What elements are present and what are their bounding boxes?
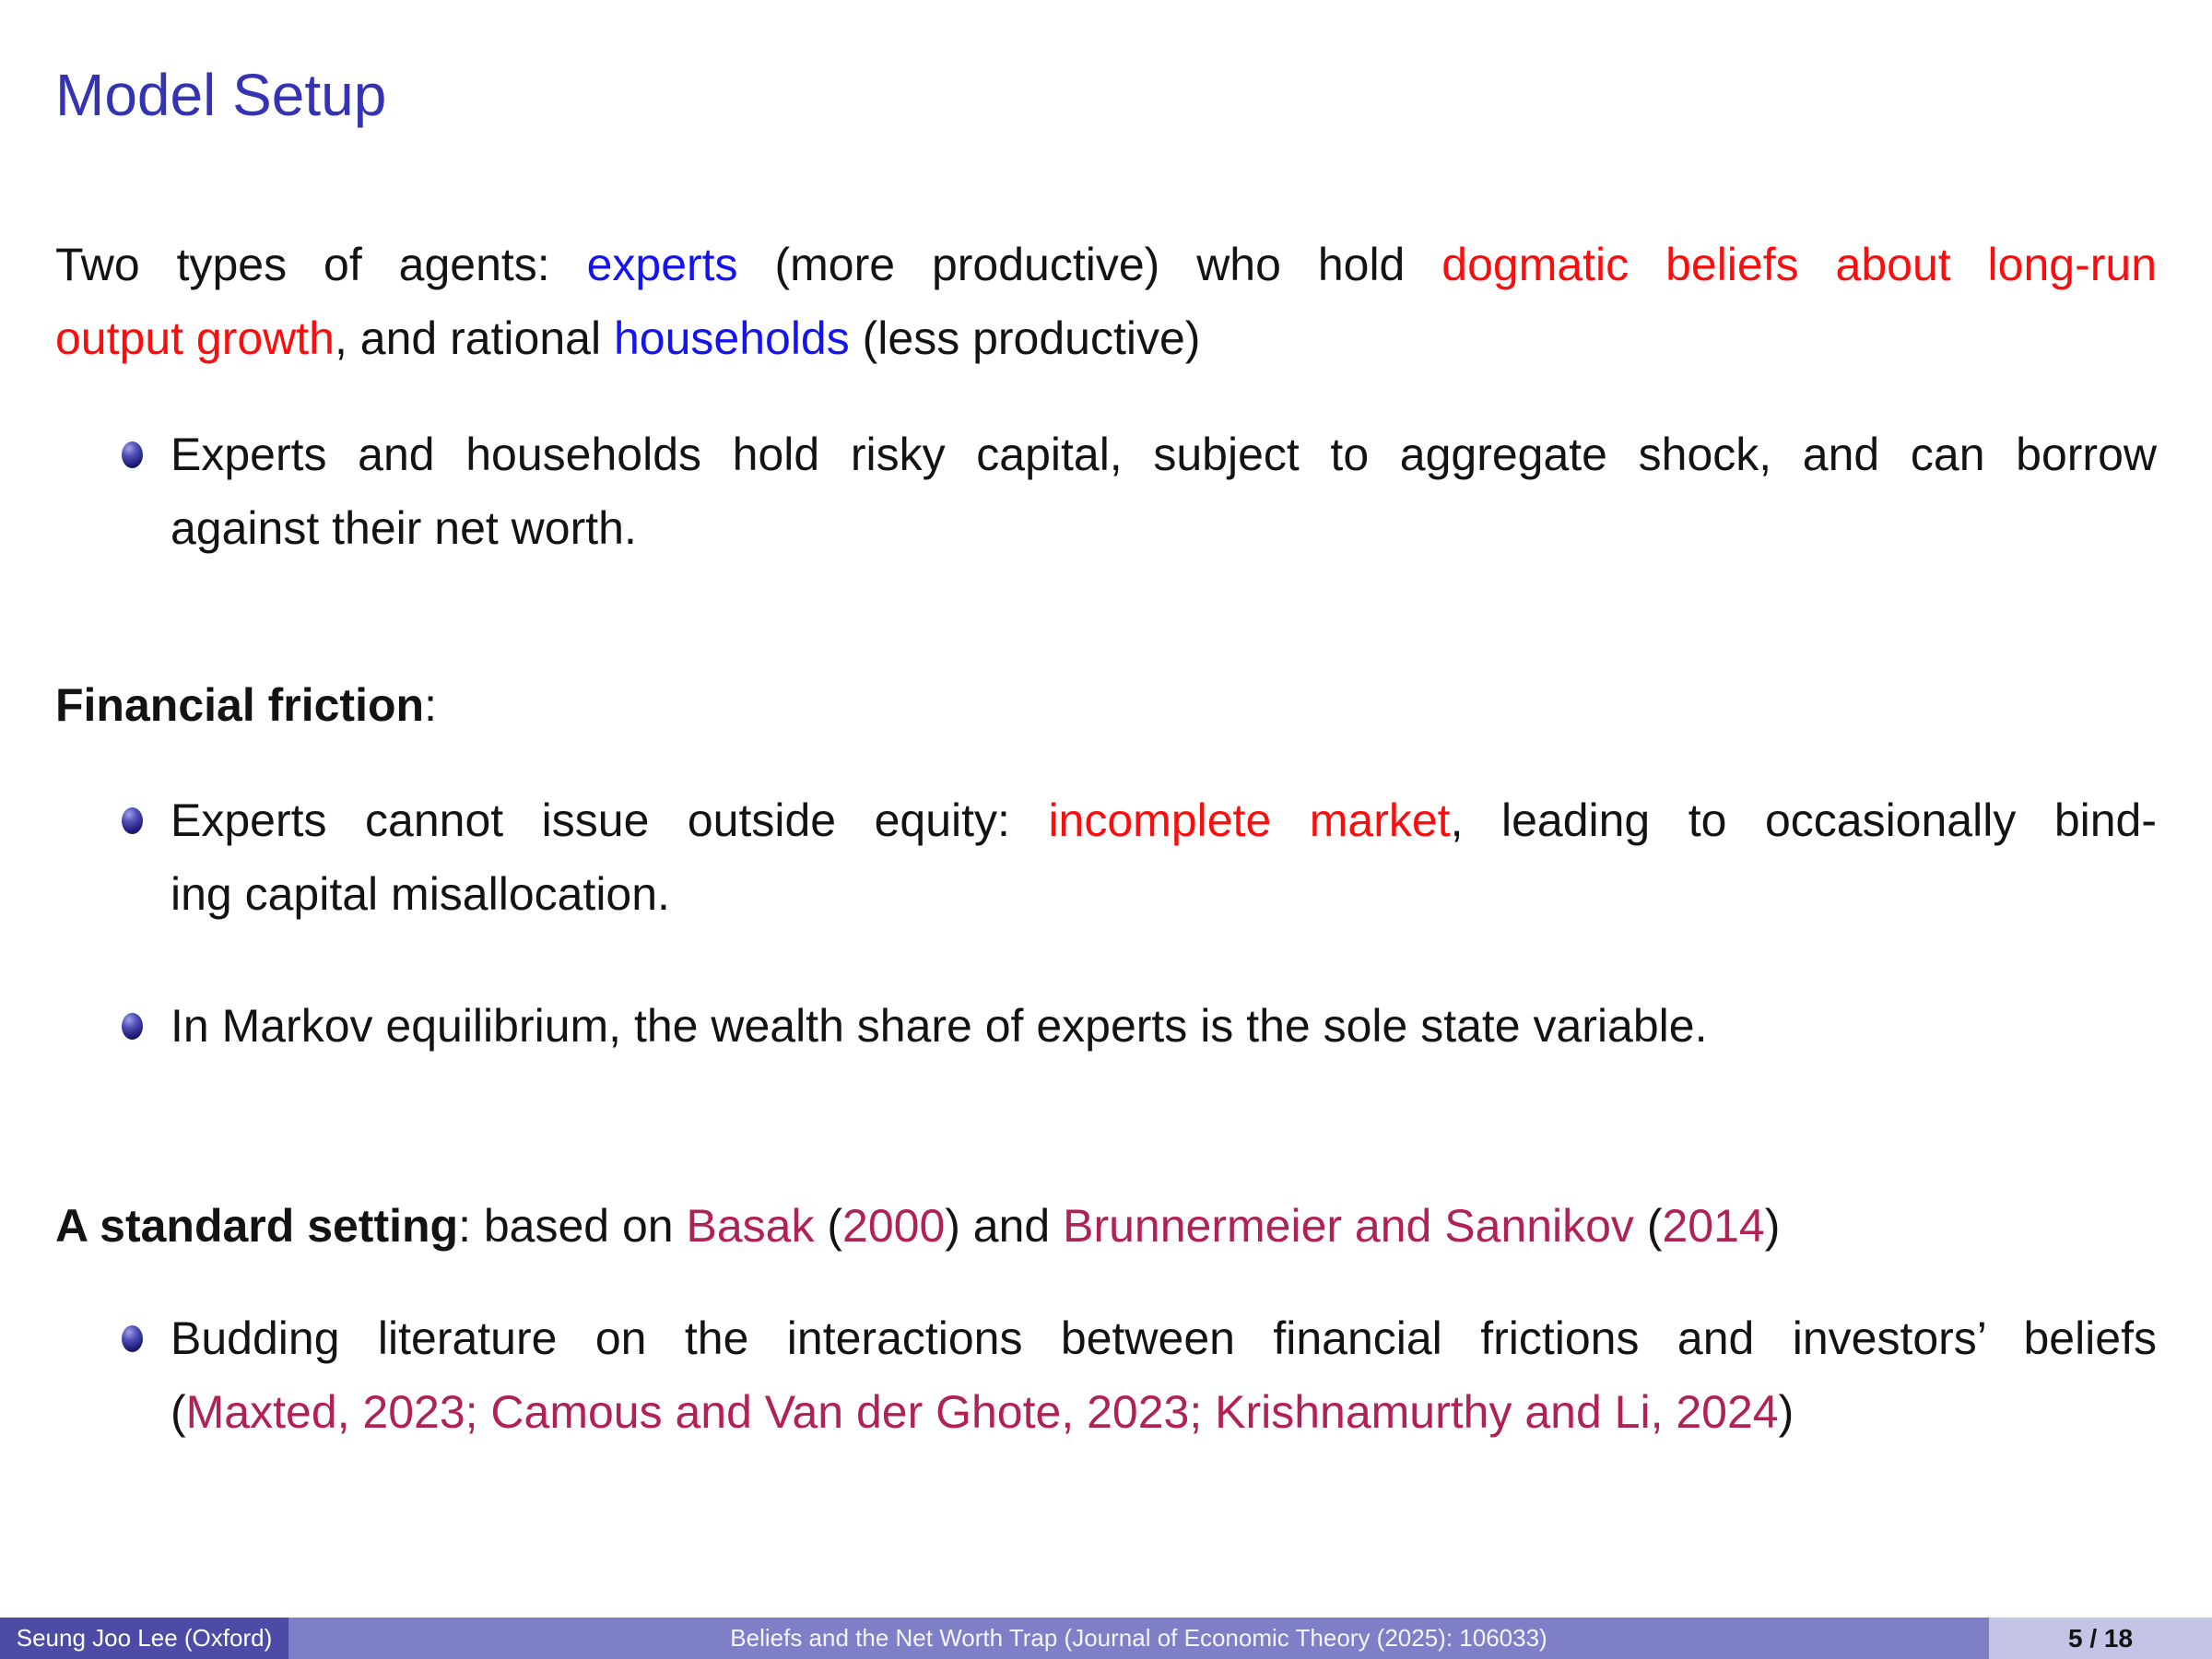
text-run: , and rational: [334, 312, 614, 364]
footer-author: Seung Joo Lee (Oxford): [0, 1618, 288, 1659]
text-run: (: [1646, 1200, 1663, 1252]
text-run: Financial friction: [55, 679, 425, 731]
text-run: A standard setting: [55, 1200, 459, 1252]
text-run: Experts cannot issue outside equity:: [171, 794, 1049, 846]
slide-content: [55, 228, 2157, 1449]
bullet-item: [55, 989, 2157, 1063]
text-run: ): [1764, 1200, 1781, 1252]
text-run: against their net worth.: [171, 502, 637, 554]
text-run: 2000: [842, 1200, 946, 1252]
text-run: In Markov equilibrium, the wealth share of experts is the sole state variable.: [171, 1000, 1708, 1052]
text-run: incomplete market: [1048, 794, 1451, 846]
text-run: (: [171, 1386, 186, 1438]
section-heading: [55, 668, 2157, 742]
text-run: Two types of agents:: [55, 239, 587, 290]
text-line: [55, 228, 2157, 301]
text-line: [55, 1189, 2157, 1263]
text-run: 2014: [1662, 1200, 1765, 1252]
bullet-ball-icon: [122, 807, 143, 834]
text-run: experts: [586, 239, 738, 290]
bullet-item: [55, 783, 2157, 931]
text-run: (less productive): [849, 312, 1201, 364]
paragraph: [55, 228, 2157, 375]
text-run: Budding literature on the interactions between financial frictions and investors’ beliefs: [171, 1312, 2157, 1364]
text-line: [55, 668, 2157, 742]
text-line: [171, 783, 2157, 857]
text-line: [171, 1301, 2157, 1375]
text-run: ): [1778, 1386, 1794, 1438]
footer-bar: [0, 1618, 2212, 1659]
text-line: [171, 989, 2157, 1063]
text-run: (: [827, 1200, 843, 1252]
footer-page-number: 5 / 18: [1989, 1618, 2212, 1659]
bullet-ball-icon: [122, 441, 143, 468]
text-run: ing capital misallocation.: [171, 868, 670, 920]
footer-paper-title: Beliefs and the Net Worth Trap (Journal of Economic Theory (2025): 106033): [288, 1618, 1989, 1659]
text-run: Brunnermeier and Sannikov: [1063, 1200, 1647, 1252]
text-run: , leading to occasionally bind-: [1450, 794, 2158, 846]
text-run: households: [613, 312, 850, 364]
text-run: ) and: [945, 1200, 1064, 1252]
bullet-item: [55, 1301, 2157, 1449]
text-line: [171, 418, 2157, 491]
text-run: Maxted, 2023; Camous and Van der Ghote, 2023; Krishnamurthy and Li, 2024: [185, 1386, 1779, 1438]
text-run: : based on: [458, 1200, 687, 1252]
text-run: output growth: [55, 312, 335, 364]
text-line: [171, 1375, 2157, 1449]
bullet-item: [55, 418, 2157, 565]
bullet-ball-icon: [122, 1325, 143, 1352]
text-run: dogmatic beliefs about long-run: [1441, 239, 2158, 290]
text-run: (more productive) who hold: [737, 239, 1442, 290]
slide-title: Model Setup: [55, 62, 387, 128]
bullet-ball-icon: [122, 1013, 143, 1040]
section-heading: [55, 1189, 2157, 1263]
text-line: [55, 301, 2157, 375]
text-line: [171, 491, 2157, 565]
text-line: [171, 857, 2157, 931]
text-run: Basak: [686, 1200, 828, 1252]
text-run: :: [424, 679, 437, 731]
text-run: Experts and households hold risky capital, subject to aggregate shock, and can borrow: [171, 429, 2157, 480]
